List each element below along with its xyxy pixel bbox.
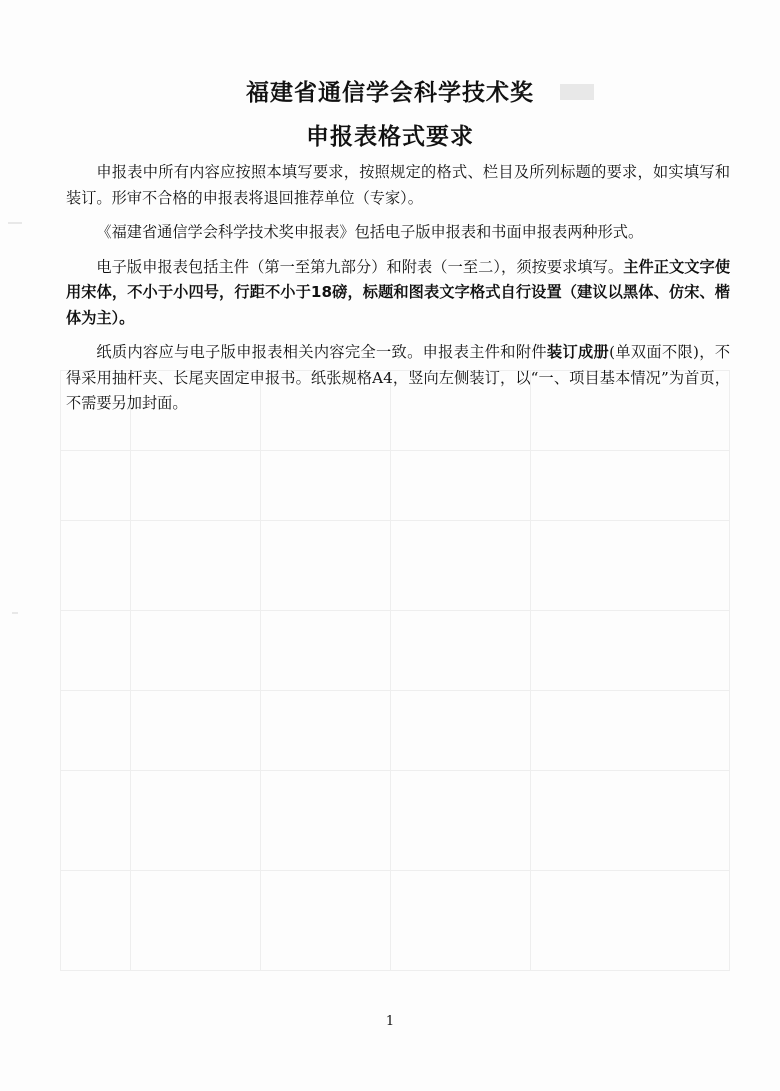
paragraph-4-bold-text: 装订成册	[546, 343, 610, 361]
paragraph-4	[66, 340, 730, 417]
bleed-through-table	[60, 370, 740, 1000]
paragraph-3-bold-text: 主件正文文字使用宋体，不小于小四号，行距不小于18磅，标题和图表文字格式自行设置（建议以黑体、仿宋、楷体为主）。	[66, 257, 731, 327]
paragraph-4-text-end: (单双面不限)，不得采用抽杆夹、长尾夹固定申报书。纸张规格A4，竖向左侧装订，以“一、项目基本情况”为首页，不需要另加封面。	[66, 343, 731, 412]
document-title: 福建省通信学会科学技术奖	[246, 80, 534, 106]
paragraph-1-text: 申报表中所有内容应按照本填写要求，按照规定的格式、栏目及所列标题的要求，如实填写和装订。形审不合格的申报表将退回推荐单位（专家）。	[66, 163, 730, 207]
document-body	[66, 160, 730, 426]
paragraph-1	[66, 160, 730, 211]
page-number: 1	[385, 1014, 395, 1029]
bleed-through-mark	[12, 612, 18, 614]
paragraph-4-text: 纸质内容应与电子版申报表相关内容完全一致。申报表主件和附件	[96, 343, 547, 361]
bleed-through-mark	[8, 222, 22, 224]
paragraph-2	[66, 220, 730, 246]
paragraph-2-text: 《福建省通信学会科学技术奖申报表》包括电子版申报表和书面申报表两种形式。	[96, 223, 644, 241]
document-subtitle: 申报表格式要求	[306, 124, 474, 150]
paragraph-3-text: 电子版申报表包括主件（第一至第九部分）和附表（一至二），须按要求填写。	[96, 257, 624, 276]
paragraph-3	[66, 255, 730, 332]
